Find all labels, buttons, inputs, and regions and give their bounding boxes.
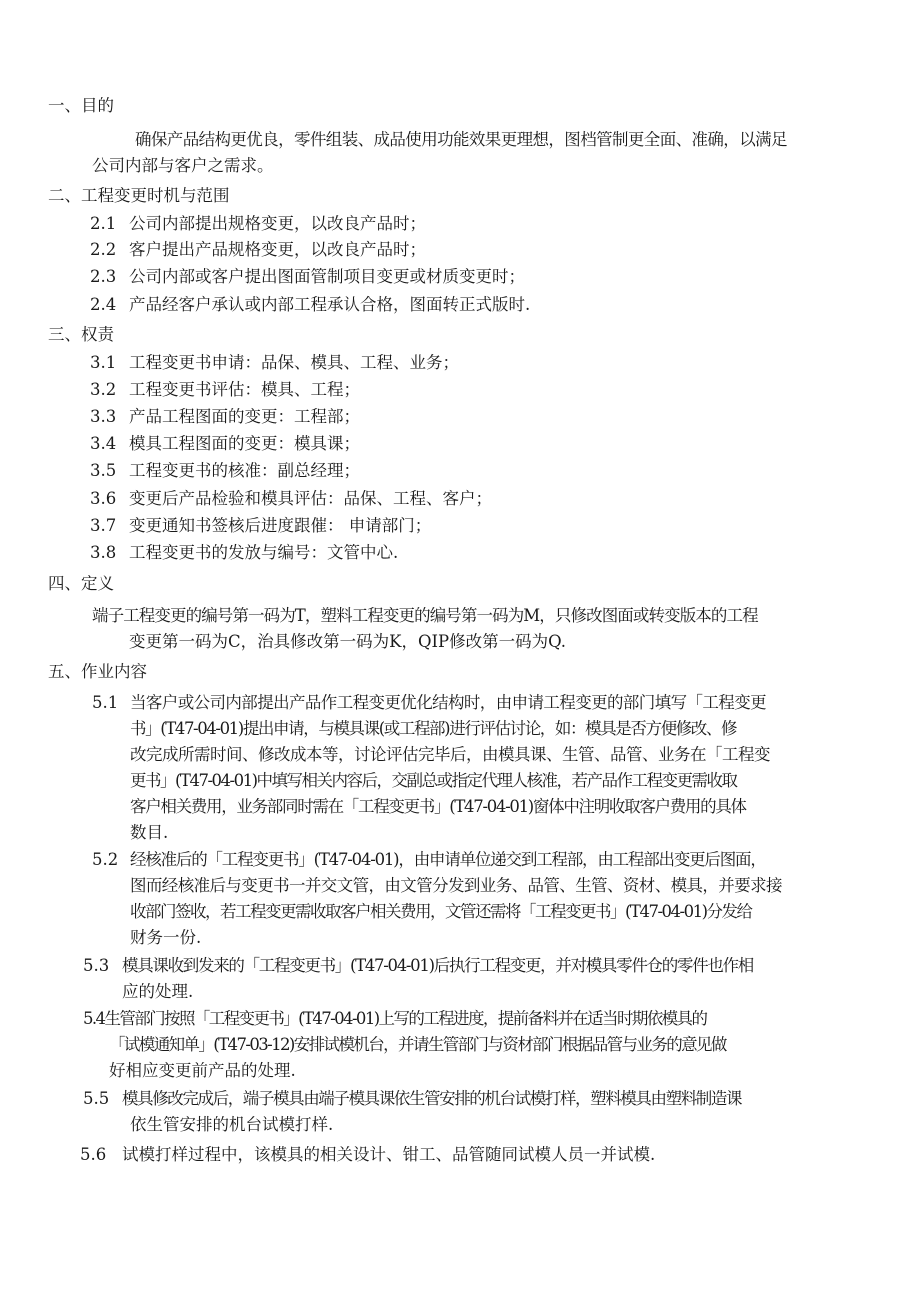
paragraph-line: 应的处理. (122, 982, 194, 1001)
paragraph-line: 确保产品结构更优良，零件组装、成品使用功能效果更理想，图档管制更全面、准确，以满足 (135, 130, 787, 149)
item-number: 5.2 (92, 850, 119, 869)
list-item-text: 公司内部或客户提出图面管制项目变更或材质变更时； (129, 267, 525, 286)
item-number: 2.1 (90, 214, 117, 233)
item-number: 3.6 (90, 489, 117, 508)
item-number: 3.7 (90, 516, 117, 535)
paragraph-line: 更书」(T47-04-01)中填写相关内容后，交副总或指定代理人核准，若产品作工程变更需收取 (130, 771, 737, 790)
item-number: 3.2 (90, 380, 117, 399)
list-item-text: 工程变更书的发放与编号：文管中心. (129, 543, 399, 562)
list-item-text: 公司内部提出规格变更，以改良产品时； (129, 214, 426, 233)
item-number: 5.1 (92, 693, 119, 712)
item-number: 2.4 (90, 295, 117, 314)
paragraph-line: 财务一份. (130, 928, 202, 947)
paragraph-line: 模具课收到发来的「工程变更书」(T47-04-01)后执行工程变更，并对模具零件仓的零件也作相 (122, 956, 753, 975)
section-heading-work-content: 五、作业内容 (48, 662, 147, 681)
section-heading-definition: 四、定义 (48, 574, 114, 593)
item-number: 3.8 (90, 543, 117, 562)
list-item-text: 模具工程图面的变更：模具课； (129, 434, 360, 453)
item-number: 5.6 (80, 1145, 107, 1164)
list-item-text: 产品工程图面的变更：工程部； (129, 407, 360, 426)
list-item-text: 工程变更书申请：品保、模具、工程、业务； (129, 353, 459, 372)
item-number: 2.2 (90, 240, 117, 259)
paragraph-line: 书」(T47-04-01)提出申请，与模具课(或工程部)进行评估讨论，如：模具是否方便修改、修 (130, 719, 737, 738)
paragraph-line: 经核准后的「工程变更书」(T47-04-01)，由申请单位递交到工程部，由工程部出变更后图面， (130, 850, 766, 869)
paragraph-line: 「试模通知单」(T47-03-12)安排试模机台，并请生管部门与资材部门根据品管与业务的意见做 (109, 1035, 726, 1054)
item-number: 5.5 (83, 1089, 110, 1108)
paragraph-line: 公司内部与客户之需求。 (92, 156, 274, 175)
paragraph-line: 客户相关费用，业务部同时需在「工程变更书」(T47-04-01)窗体中注明收取客户费用的具体 (130, 797, 746, 816)
paragraph-line: 图而经核准后与变更书一并交文管，由文管分发到业务、品管、生管、资材、模具，并要求接 (130, 876, 782, 895)
list-item-text: 工程变更书评估：模具、工程； (129, 380, 360, 399)
paragraph-line: 试模打样过程中，该模具的相关设计、钳工、品管随同试模人员一并试模. (122, 1145, 656, 1164)
paragraph-line: 数目. (130, 823, 169, 842)
paragraph-line: 端子工程变更的编号第一码为T，塑料工程变更的编号第一码为M，只修改图面或转变版本的工程 (92, 606, 758, 625)
list-item-text: 变更通知书签核后进度跟催： 申请部门； (129, 516, 432, 535)
paragraph-line: 5.4生管部门按照「工程变更书」(T47-04-01)上写的工程进度，提前备料并在适当时期依模具的 (83, 1009, 707, 1028)
paragraph-line: 模具修改完成后，端子模具由端子模具课依生管安排的机台试模打样，塑料模具由塑料制造课 (122, 1089, 742, 1108)
list-item-text: 产品经客户承认或内部工程承认合格，图面转正式版时. (129, 295, 531, 314)
paragraph-line: 好相应变更前产品的处理. (109, 1061, 296, 1080)
list-item-text: 工程变更书的核准：副总经理； (129, 461, 360, 480)
item-number: 3.4 (90, 434, 117, 453)
list-item-text: 变更后产品检验和模具评估：品保、工程、客户； (129, 489, 492, 508)
section-heading-timing-scope: 二、工程变更时机与范围 (48, 186, 230, 205)
item-number: 3.3 (90, 407, 117, 426)
section-heading-responsibility: 三、权责 (48, 325, 114, 344)
item-number: 3.1 (90, 353, 117, 372)
paragraph-line: 依生管安排的机台试模打样. (130, 1115, 334, 1134)
paragraph-line: 改完成所需时间、修改成本等，讨论评估完毕后，由模具课、生管、品管、业务在「工程变 (130, 745, 770, 764)
paragraph-line: 变更第一码为C，治具修改第一码为K，QIP修改第一码为Q. (129, 632, 567, 651)
section-heading-purpose: 一、目的 (48, 96, 114, 115)
paragraph-line: 当客户或公司内部提出产品作工程变更优化结构时，由申请工程变更的部门填写「工程变更 (130, 693, 767, 712)
paragraph-line: 收部门签收，若工程变更需收取客户相关费用，文管还需将「工程变更书」(T47-04-01)分发给 (130, 902, 752, 921)
item-number: 5.3 (83, 956, 110, 975)
item-number: 2.3 (90, 267, 117, 286)
list-item-text: 客户提出产品规格变更，以改良产品时； (129, 240, 426, 259)
item-number: 3.5 (90, 461, 117, 480)
